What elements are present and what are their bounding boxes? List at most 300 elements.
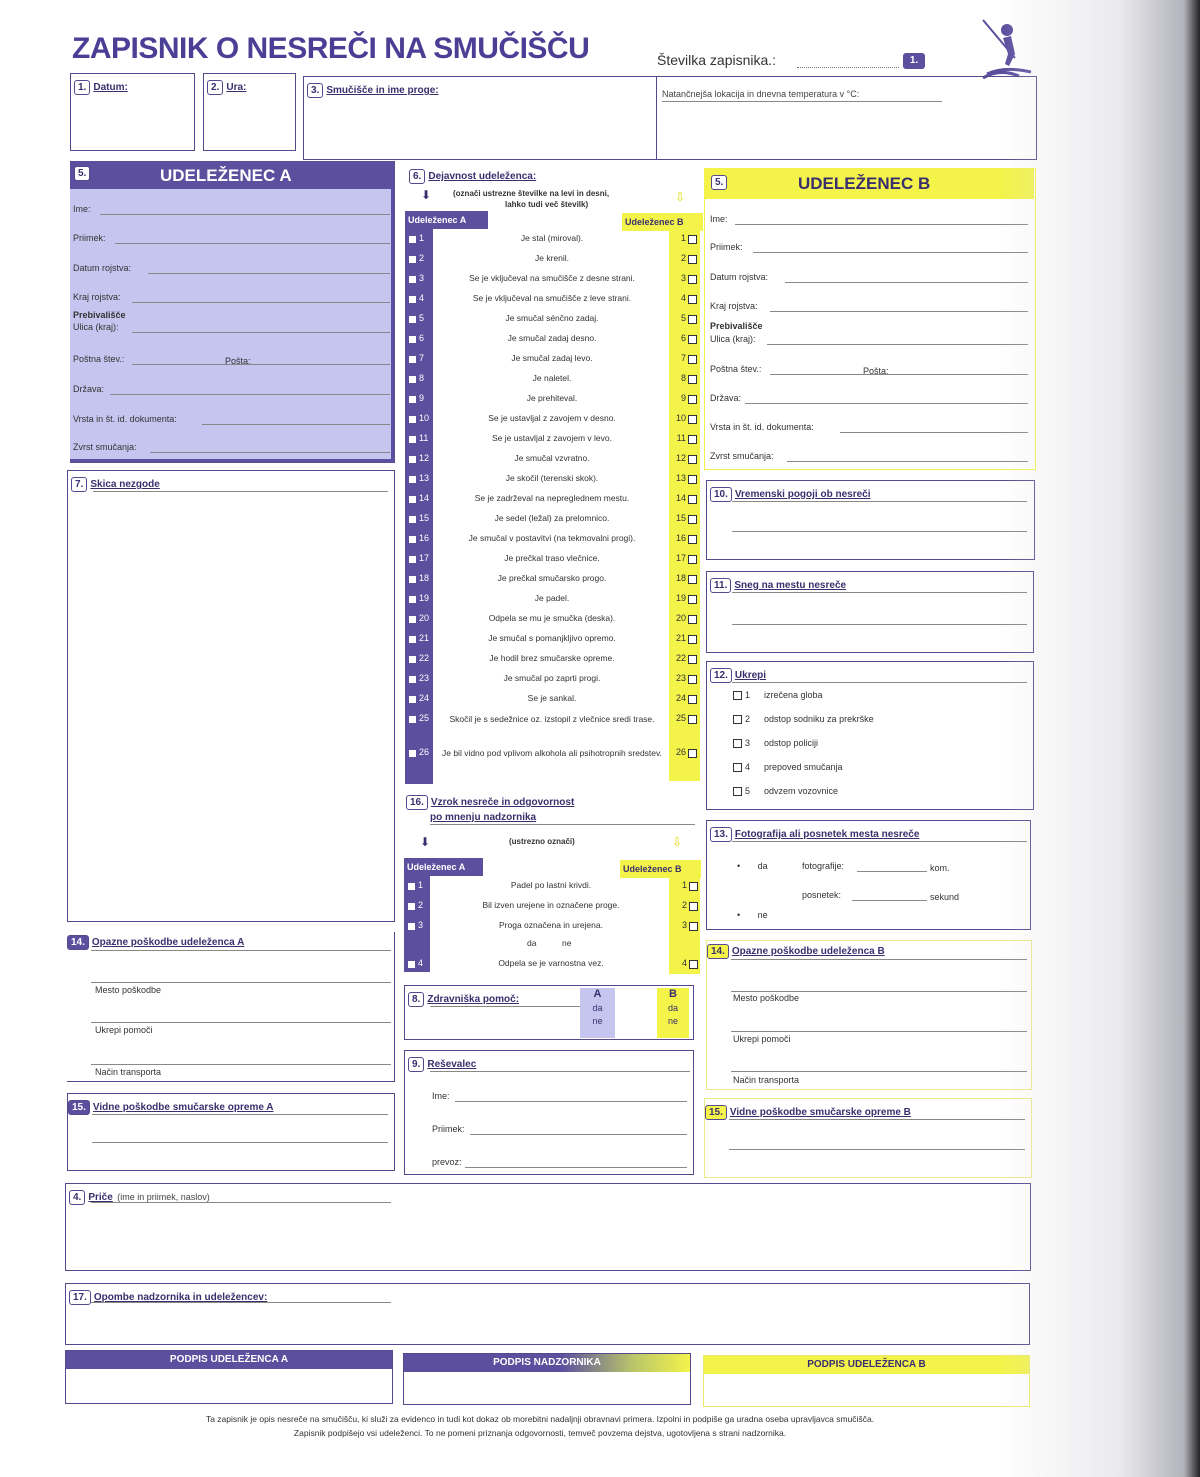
photo-no[interactable]: • ne bbox=[737, 910, 768, 920]
activity-text: Je naletel. bbox=[532, 373, 572, 383]
cause-text: Proga označena in urejena. bbox=[499, 920, 603, 930]
activity-b-checkbox[interactable] bbox=[688, 494, 697, 504]
activity-text: Je prečkal traso vlečnice. bbox=[504, 553, 600, 563]
medical-a-yes[interactable]: da bbox=[592, 1003, 603, 1013]
participant-a-ski-type: Zvrst smučanja: bbox=[73, 442, 137, 452]
activity-b-checkbox[interactable] bbox=[688, 534, 697, 544]
activity-b-number: 2 bbox=[680, 253, 686, 263]
measures-list bbox=[733, 690, 1023, 810]
activity-text: Se je sankal. bbox=[527, 693, 577, 703]
injuries-a-label: Opazne poškodbe udeleženca A bbox=[91, 937, 245, 948]
photo-yes[interactable]: • da bbox=[737, 861, 768, 871]
cause-a-number: 4 bbox=[418, 958, 424, 968]
rescuer-transport: prevoz: bbox=[432, 1157, 462, 1167]
activity-b-checkbox[interactable] bbox=[688, 294, 697, 304]
participant-a-header bbox=[70, 161, 395, 189]
activity-text: Se je ustavljal z zavojem v levo. bbox=[492, 433, 612, 443]
measure-checkbox[interactable] bbox=[733, 763, 742, 772]
activity-instruction-2: lahko tudi več številk) bbox=[505, 200, 589, 209]
field-number: 17. bbox=[69, 1290, 91, 1305]
activity-text: Je smučal sénčno zadaj. bbox=[505, 313, 599, 323]
activity-row bbox=[405, 711, 700, 741]
participant-b-postal: Poštna štev.: bbox=[710, 364, 762, 374]
participant-a-id-doc: Vrsta in št. id. dokumenta: bbox=[73, 414, 177, 424]
cause-a-checkbox[interactable] bbox=[408, 921, 415, 931]
activity-col-b-header: Udeleženec B bbox=[622, 213, 703, 231]
injuries-b-transport: Način transporta bbox=[733, 1075, 800, 1085]
cause-a-checkbox[interactable] bbox=[408, 901, 415, 911]
field-number: 2. bbox=[207, 80, 223, 95]
cause-b-number: 2 bbox=[681, 900, 687, 910]
activity-b-number: 1 bbox=[680, 233, 686, 243]
injuries-a-transport: Način transporta bbox=[95, 1067, 162, 1077]
cause-row bbox=[404, 898, 701, 918]
activity-a-number: 8 bbox=[419, 373, 425, 383]
activity-a-checkbox[interactable] bbox=[409, 614, 416, 624]
activity-section bbox=[405, 163, 700, 783]
activity-b-number: 25 bbox=[675, 713, 686, 723]
participant-a-residence: Prebivališče bbox=[73, 310, 126, 320]
activity-b-number: 23 bbox=[675, 673, 686, 683]
field-number: 7. bbox=[71, 477, 87, 492]
field-number: 9. bbox=[408, 1057, 424, 1072]
photo-count-unit: kom. bbox=[930, 863, 950, 873]
activity-row bbox=[405, 491, 700, 511]
arrow-down-icon: ⇩ bbox=[675, 190, 686, 204]
witnesses-box[interactable] bbox=[65, 1183, 1031, 1271]
activity-row bbox=[405, 671, 700, 691]
participant-b-panel bbox=[704, 168, 1036, 470]
activity-b-checkbox[interactable] bbox=[688, 234, 697, 244]
activity-b-number: 26 bbox=[675, 747, 686, 757]
equipment-b-box[interactable] bbox=[704, 1098, 1032, 1178]
cause-section bbox=[404, 790, 701, 980]
activity-a-checkbox[interactable] bbox=[409, 254, 416, 264]
rescuer-box bbox=[404, 1050, 694, 1175]
activity-a-number: 4 bbox=[419, 293, 425, 303]
measure-number: 1 bbox=[745, 690, 751, 700]
activity-a-checkbox[interactable] bbox=[409, 454, 416, 464]
activity-text: Skočil je s sedežnice oz. izstopil z vlečnice sredi trase. bbox=[449, 714, 655, 724]
medical-box bbox=[404, 985, 694, 1040]
injuries-b-label: Opazne poškodbe udeleženca B bbox=[731, 946, 885, 957]
skier-logo-icon bbox=[975, 14, 1035, 80]
participant-a-birthplace: Kraj rojstva: bbox=[73, 292, 121, 302]
measure-item[interactable] bbox=[733, 690, 823, 700]
signature-a-box[interactable] bbox=[65, 1350, 393, 1404]
cause-title-2: po mnenju nadzornika bbox=[430, 812, 537, 823]
activity-a-checkbox[interactable] bbox=[409, 274, 416, 284]
activity-text: Je smučal zadaj levo. bbox=[511, 353, 593, 363]
activity-a-checkbox[interactable] bbox=[409, 494, 416, 504]
activity-b-number: 22 bbox=[675, 653, 686, 663]
activity-b-checkbox[interactable] bbox=[688, 254, 697, 264]
cause-a-number: 3 bbox=[418, 920, 424, 930]
field-number: 5. bbox=[711, 175, 727, 190]
activity-b-checkbox[interactable] bbox=[688, 434, 697, 444]
activity-text: Je sedel (ležal) za prelomnico. bbox=[494, 513, 610, 523]
photo-label: Fotografija ali posnetek mesta nesreče bbox=[734, 829, 920, 840]
activity-b-number: 11 bbox=[676, 433, 686, 443]
field-number: 14. bbox=[67, 935, 89, 950]
activity-b-checkbox[interactable] bbox=[688, 274, 697, 284]
field-number: 1. bbox=[74, 80, 90, 95]
time-box[interactable] bbox=[203, 73, 296, 151]
activity-a-number: 16 bbox=[419, 533, 430, 543]
activity-b-number: 7 bbox=[680, 353, 686, 363]
activity-b-number: 19 bbox=[675, 593, 686, 603]
page-title: ZAPISNIK O NESREČI NA SMUČIŠČU bbox=[72, 32, 590, 65]
remarks-box[interactable] bbox=[65, 1283, 1030, 1345]
date-box[interactable] bbox=[70, 73, 195, 151]
activity-a-number: 22 bbox=[419, 653, 430, 663]
record-number-label: Številka zapisnika.: bbox=[657, 52, 777, 68]
activity-a-number: 21 bbox=[419, 633, 430, 643]
participant-b-birthdate: Datum rojstva: bbox=[710, 272, 769, 282]
participant-a-form[interactable] bbox=[70, 189, 395, 463]
rescuer-name: Ime: bbox=[432, 1091, 450, 1101]
cause-col-b-header: Udeleženec B bbox=[620, 860, 701, 878]
field-number: 13. bbox=[710, 827, 732, 842]
cause-ne[interactable]: ne bbox=[562, 938, 572, 948]
signature-supervisor-label: PODPIS NADZORNIKA bbox=[404, 1354, 690, 1372]
activity-row bbox=[405, 471, 700, 491]
activity-b-checkbox[interactable] bbox=[688, 394, 697, 404]
measure-text: prepoved smučanja bbox=[764, 762, 843, 772]
activity-text: Je krenil. bbox=[534, 253, 569, 263]
equipment-a-label: Vidne poškodbe smučarske opreme A bbox=[92, 1102, 274, 1113]
activity-text: Je smučal s pomanjkljivo opremo. bbox=[488, 633, 616, 643]
cause-text: Bil izven urejene in označene proge. bbox=[482, 900, 620, 910]
activity-row bbox=[405, 691, 700, 711]
snow-label: Sneg na mestu nesreče bbox=[734, 580, 847, 591]
activity-row bbox=[405, 391, 700, 411]
activity-text: Je hodil brez smučarske opreme. bbox=[489, 653, 615, 663]
medical-label: Zdravniška pomoč: bbox=[427, 994, 520, 1005]
participant-a-birthdate: Datum rojstva: bbox=[73, 263, 132, 273]
cause-instruction: (ustrezno označi) bbox=[509, 837, 575, 846]
activity-a-checkbox[interactable] bbox=[409, 434, 416, 444]
rescuer-name-field[interactable] bbox=[455, 1101, 687, 1102]
cause-b-checkbox[interactable] bbox=[689, 901, 698, 911]
field-number: 15. bbox=[705, 1105, 727, 1120]
injuries-b-place: Mesto poškodbe bbox=[733, 993, 800, 1003]
activity-b-number: 18 bbox=[675, 573, 686, 583]
rescuer-transport-field[interactable] bbox=[465, 1167, 687, 1168]
activity-a-checkbox[interactable] bbox=[409, 748, 416, 758]
cause-a-number: 1 bbox=[418, 880, 424, 890]
field-number: 5. bbox=[74, 166, 90, 181]
measure-number: 5 bbox=[745, 786, 751, 796]
activity-b-checkbox[interactable] bbox=[688, 314, 697, 324]
activity-row bbox=[405, 411, 700, 431]
activity-b-checkbox[interactable] bbox=[688, 454, 697, 464]
activity-a-number: 2 bbox=[419, 253, 425, 263]
activity-a-checkbox[interactable] bbox=[409, 314, 416, 324]
activity-b-number: 14 bbox=[675, 493, 686, 503]
activity-row bbox=[405, 631, 700, 651]
measure-number: 4 bbox=[745, 762, 751, 772]
measure-item[interactable] bbox=[733, 762, 843, 772]
activity-b-checkbox[interactable] bbox=[688, 554, 697, 564]
activity-text: Je padel. bbox=[534, 593, 570, 603]
activity-row bbox=[405, 745, 700, 775]
activity-b-checkbox[interactable] bbox=[688, 514, 697, 524]
medical-a-no[interactable]: ne bbox=[592, 1016, 603, 1026]
activity-a-number: 11 bbox=[419, 433, 429, 443]
activity-a-number: 24 bbox=[419, 693, 430, 703]
activity-b-number: 24 bbox=[675, 693, 686, 703]
activity-b-number: 12 bbox=[675, 453, 686, 463]
witnesses-note: (ime in priimek, naslov) bbox=[117, 1192, 210, 1202]
rescuer-surname-field[interactable] bbox=[470, 1134, 687, 1135]
activity-a-checkbox[interactable] bbox=[409, 674, 416, 684]
activity-text: Je stal (miroval). bbox=[520, 233, 584, 243]
field-number: 3. bbox=[307, 83, 323, 98]
rescuer-label: Reševalec bbox=[427, 1059, 477, 1070]
activity-b-checkbox[interactable] bbox=[688, 614, 697, 624]
activity-text: Je prečkal smučarsko progo. bbox=[497, 573, 607, 583]
activity-col-a-header: Udeleženec A bbox=[405, 211, 488, 229]
participant-a-street: Ulica (kraj): bbox=[73, 322, 119, 332]
equipment-b-label: Vidne poškodbe smučarske opreme B bbox=[729, 1107, 911, 1118]
activity-b-checkbox[interactable] bbox=[688, 574, 697, 584]
activity-a-checkbox[interactable] bbox=[409, 474, 416, 484]
activity-b-checkbox[interactable] bbox=[688, 674, 697, 684]
activity-a-number: 23 bbox=[419, 673, 430, 683]
participant-a-country: Država: bbox=[73, 384, 105, 394]
activity-a-number: 25 bbox=[419, 713, 430, 723]
measure-text: odstop policiji bbox=[764, 738, 819, 748]
arrow-down-icon: ⬇ bbox=[420, 835, 431, 849]
participant-b-post: Pošta: bbox=[863, 366, 889, 376]
snow-box[interactable] bbox=[706, 571, 1034, 653]
activity-a-checkbox[interactable] bbox=[409, 414, 416, 424]
cause-a-checkbox[interactable] bbox=[408, 959, 415, 969]
measure-number: 3 bbox=[745, 738, 751, 748]
measure-text: izrečena globa bbox=[764, 690, 823, 700]
activity-text: Je prehiteval. bbox=[526, 393, 578, 403]
activity-text: Je smučal po zaprti progi. bbox=[503, 673, 601, 683]
cause-a-checkbox[interactable] bbox=[408, 881, 415, 891]
activity-a-number: 18 bbox=[419, 573, 430, 583]
injuries-b-box[interactable] bbox=[706, 940, 1032, 1090]
activity-a-checkbox[interactable] bbox=[409, 394, 416, 404]
cause-row bbox=[404, 918, 701, 956]
activity-a-number: 9 bbox=[419, 393, 425, 403]
medical-col-b bbox=[657, 988, 689, 1038]
date-label: Datum: bbox=[93, 82, 128, 93]
activity-a-checkbox[interactable] bbox=[409, 654, 416, 664]
activity-b-checkbox[interactable] bbox=[688, 594, 697, 604]
field-number: 15. bbox=[68, 1100, 90, 1115]
record-number-badge: 1. bbox=[903, 53, 925, 69]
rescuer-surname: Priimek: bbox=[432, 1124, 465, 1134]
participant-b-country: Država: bbox=[710, 393, 742, 403]
cause-da[interactable]: da bbox=[527, 938, 537, 948]
participant-a-name: Ime: bbox=[73, 204, 91, 214]
field-number: 4. bbox=[69, 1190, 85, 1205]
remarks-label: Opombe nadzornika in udeležencev: bbox=[93, 1292, 268, 1303]
photo-box bbox=[706, 820, 1031, 930]
field-number: 10. bbox=[710, 487, 732, 502]
participant-b-ski-type: Zvrst smučanja: bbox=[710, 451, 774, 461]
cause-row bbox=[404, 878, 701, 898]
participant-b-street: Ulica (kraj): bbox=[710, 334, 756, 344]
activity-row bbox=[405, 531, 700, 551]
activity-a-number: 12 bbox=[419, 453, 430, 463]
activity-a-checkbox[interactable] bbox=[409, 574, 416, 584]
cause-b-checkbox[interactable] bbox=[689, 921, 698, 931]
field-number: 14. bbox=[707, 944, 729, 959]
activity-b-number: 21 bbox=[675, 633, 686, 643]
witnesses-label: Priče bbox=[88, 1192, 113, 1203]
measures-box bbox=[706, 661, 1034, 810]
activity-b-number: 15 bbox=[675, 513, 686, 523]
measure-item[interactable] bbox=[733, 738, 818, 748]
activity-a-checkbox[interactable] bbox=[409, 634, 416, 644]
photo-count-label: fotografije: bbox=[802, 861, 845, 871]
measure-item[interactable] bbox=[733, 786, 838, 796]
activity-text: Se je vključeval na smučišče z leve strani. bbox=[472, 293, 632, 303]
injuries-a-box[interactable] bbox=[67, 932, 395, 1082]
activity-b-checkbox[interactable] bbox=[688, 354, 697, 364]
activity-row bbox=[405, 371, 700, 391]
participant-b-name: Ime: bbox=[710, 214, 728, 224]
activity-b-checkbox[interactable] bbox=[688, 748, 697, 758]
measure-checkbox[interactable] bbox=[733, 691, 742, 700]
participant-a-title: UDELEŽENEC A bbox=[160, 166, 292, 185]
activity-b-checkbox[interactable] bbox=[688, 634, 697, 644]
activity-text: Je smučal vzvratno. bbox=[514, 453, 590, 463]
signature-b-box[interactable] bbox=[703, 1355, 1030, 1407]
activity-b-checkbox[interactable] bbox=[688, 414, 697, 424]
activity-text: Je bil vidno pod vplivom alkohola ali psihotropnih sredstev. bbox=[441, 748, 663, 758]
activity-b-number: 13 bbox=[675, 473, 686, 483]
activity-b-number: 20 bbox=[675, 613, 686, 623]
field-number: 12. bbox=[710, 668, 732, 683]
resort-box[interactable] bbox=[303, 76, 1037, 160]
activity-b-checkbox[interactable] bbox=[688, 694, 697, 704]
activity-text: Se je vključeval na smučišče z desne strani. bbox=[469, 273, 635, 283]
activity-row bbox=[405, 651, 700, 671]
equipment-a-box[interactable] bbox=[67, 1093, 395, 1171]
activity-row bbox=[405, 451, 700, 471]
activity-text: Odpela se mu je smučka (deska). bbox=[488, 613, 616, 623]
activity-b-checkbox[interactable] bbox=[688, 714, 697, 724]
activity-a-checkbox[interactable] bbox=[409, 354, 416, 364]
activity-text: Je smučal v postavitvi (na tekmovalni progi). bbox=[468, 533, 636, 543]
activity-row bbox=[405, 511, 700, 531]
activity-a-checkbox[interactable] bbox=[409, 294, 416, 304]
video-length-unit: sekund bbox=[930, 892, 960, 902]
time-label: Ura: bbox=[226, 82, 247, 93]
sketch-box[interactable] bbox=[67, 470, 395, 922]
activity-b-number: 3 bbox=[680, 273, 686, 283]
signature-supervisor-box[interactable] bbox=[403, 1353, 691, 1405]
activity-b-checkbox[interactable] bbox=[688, 334, 697, 344]
activity-a-number: 6 bbox=[419, 333, 425, 343]
participant-b-id-doc: Vrsta in št. id. dokumenta: bbox=[710, 422, 814, 432]
activity-b-checkbox[interactable] bbox=[688, 654, 697, 664]
record-number-field[interactable] bbox=[797, 55, 899, 68]
measure-checkbox[interactable] bbox=[733, 739, 742, 748]
cause-list bbox=[404, 878, 701, 974]
activity-a-checkbox[interactable] bbox=[409, 694, 416, 704]
activity-row bbox=[405, 331, 700, 351]
measure-checkbox[interactable] bbox=[733, 715, 742, 724]
measure-checkbox[interactable] bbox=[733, 787, 742, 796]
participant-b-residence: Prebivališče bbox=[710, 321, 763, 331]
activity-b-checkbox[interactable] bbox=[688, 474, 697, 484]
medical-b-label: B bbox=[669, 988, 677, 1000]
cause-b-checkbox[interactable] bbox=[689, 881, 698, 891]
activity-a-checkbox[interactable] bbox=[409, 534, 416, 544]
activity-text: Je skočil (terenski skok). bbox=[505, 473, 599, 483]
sketch-label: Skica nezgode bbox=[90, 479, 160, 490]
activity-a-number: 19 bbox=[419, 593, 430, 603]
activity-a-checkbox[interactable] bbox=[409, 374, 416, 384]
activity-a-number: 20 bbox=[419, 613, 430, 623]
activity-row bbox=[405, 351, 700, 371]
medical-b-yes[interactable]: da bbox=[667, 1003, 678, 1013]
participant-a-surname: Priimek: bbox=[73, 233, 106, 243]
activity-a-checkbox[interactable] bbox=[409, 714, 416, 724]
cause-a-number: 2 bbox=[418, 900, 424, 910]
activity-a-checkbox[interactable] bbox=[409, 594, 416, 604]
activity-a-checkbox[interactable] bbox=[409, 234, 416, 244]
activity-a-number: 3 bbox=[419, 273, 425, 283]
activity-a-checkbox[interactable] bbox=[409, 334, 416, 344]
participant-b-header bbox=[705, 169, 1034, 199]
cause-b-number: 1 bbox=[681, 880, 687, 890]
activity-list bbox=[405, 231, 700, 786]
activity-a-number: 1 bbox=[419, 233, 425, 243]
activity-row bbox=[405, 291, 700, 311]
activity-a-checkbox[interactable] bbox=[409, 514, 416, 524]
activity-a-checkbox[interactable] bbox=[409, 554, 416, 564]
activity-b-number: 6 bbox=[680, 333, 686, 343]
activity-b-number: 16 bbox=[675, 533, 686, 543]
activity-row bbox=[405, 551, 700, 571]
activity-text: Je smučal zadaj desno. bbox=[507, 333, 597, 343]
signature-a-label: PODPIS UDELEŽENCA A bbox=[66, 1351, 392, 1369]
arrow-down-icon: ⬇ bbox=[421, 188, 432, 202]
cause-col-a-header: Udeleženec A bbox=[404, 858, 483, 876]
activity-b-number: 5 bbox=[680, 313, 686, 323]
activity-b-checkbox[interactable] bbox=[688, 374, 697, 384]
weather-box[interactable] bbox=[706, 480, 1035, 560]
medical-b-no[interactable]: ne bbox=[667, 1016, 678, 1026]
cause-text: Padel po lastni krivdi. bbox=[510, 880, 592, 890]
field-number: 11. bbox=[710, 578, 731, 593]
measure-item[interactable] bbox=[733, 714, 874, 724]
cause-row bbox=[404, 956, 701, 976]
participant-b-surname: Priimek: bbox=[710, 242, 743, 252]
activity-row bbox=[405, 231, 700, 251]
activity-text: Se je ustavljal z zavojem v desno. bbox=[488, 413, 616, 423]
activity-a-number: 7 bbox=[419, 353, 425, 363]
activity-b-number: 8 bbox=[680, 373, 686, 383]
weather-label: Vremenski pogoji ob nesreči bbox=[734, 489, 871, 500]
cause-b-checkbox[interactable] bbox=[689, 959, 698, 969]
field-number: 6. bbox=[409, 169, 425, 184]
arrow-down-icon: ⇩ bbox=[672, 835, 683, 849]
activity-text: Se je zadrževal na nepreglednem mestu. bbox=[474, 493, 630, 503]
activity-b-number: 10 bbox=[675, 413, 686, 423]
participant-a-post: Pošta: bbox=[225, 356, 251, 366]
activity-row bbox=[405, 431, 700, 451]
